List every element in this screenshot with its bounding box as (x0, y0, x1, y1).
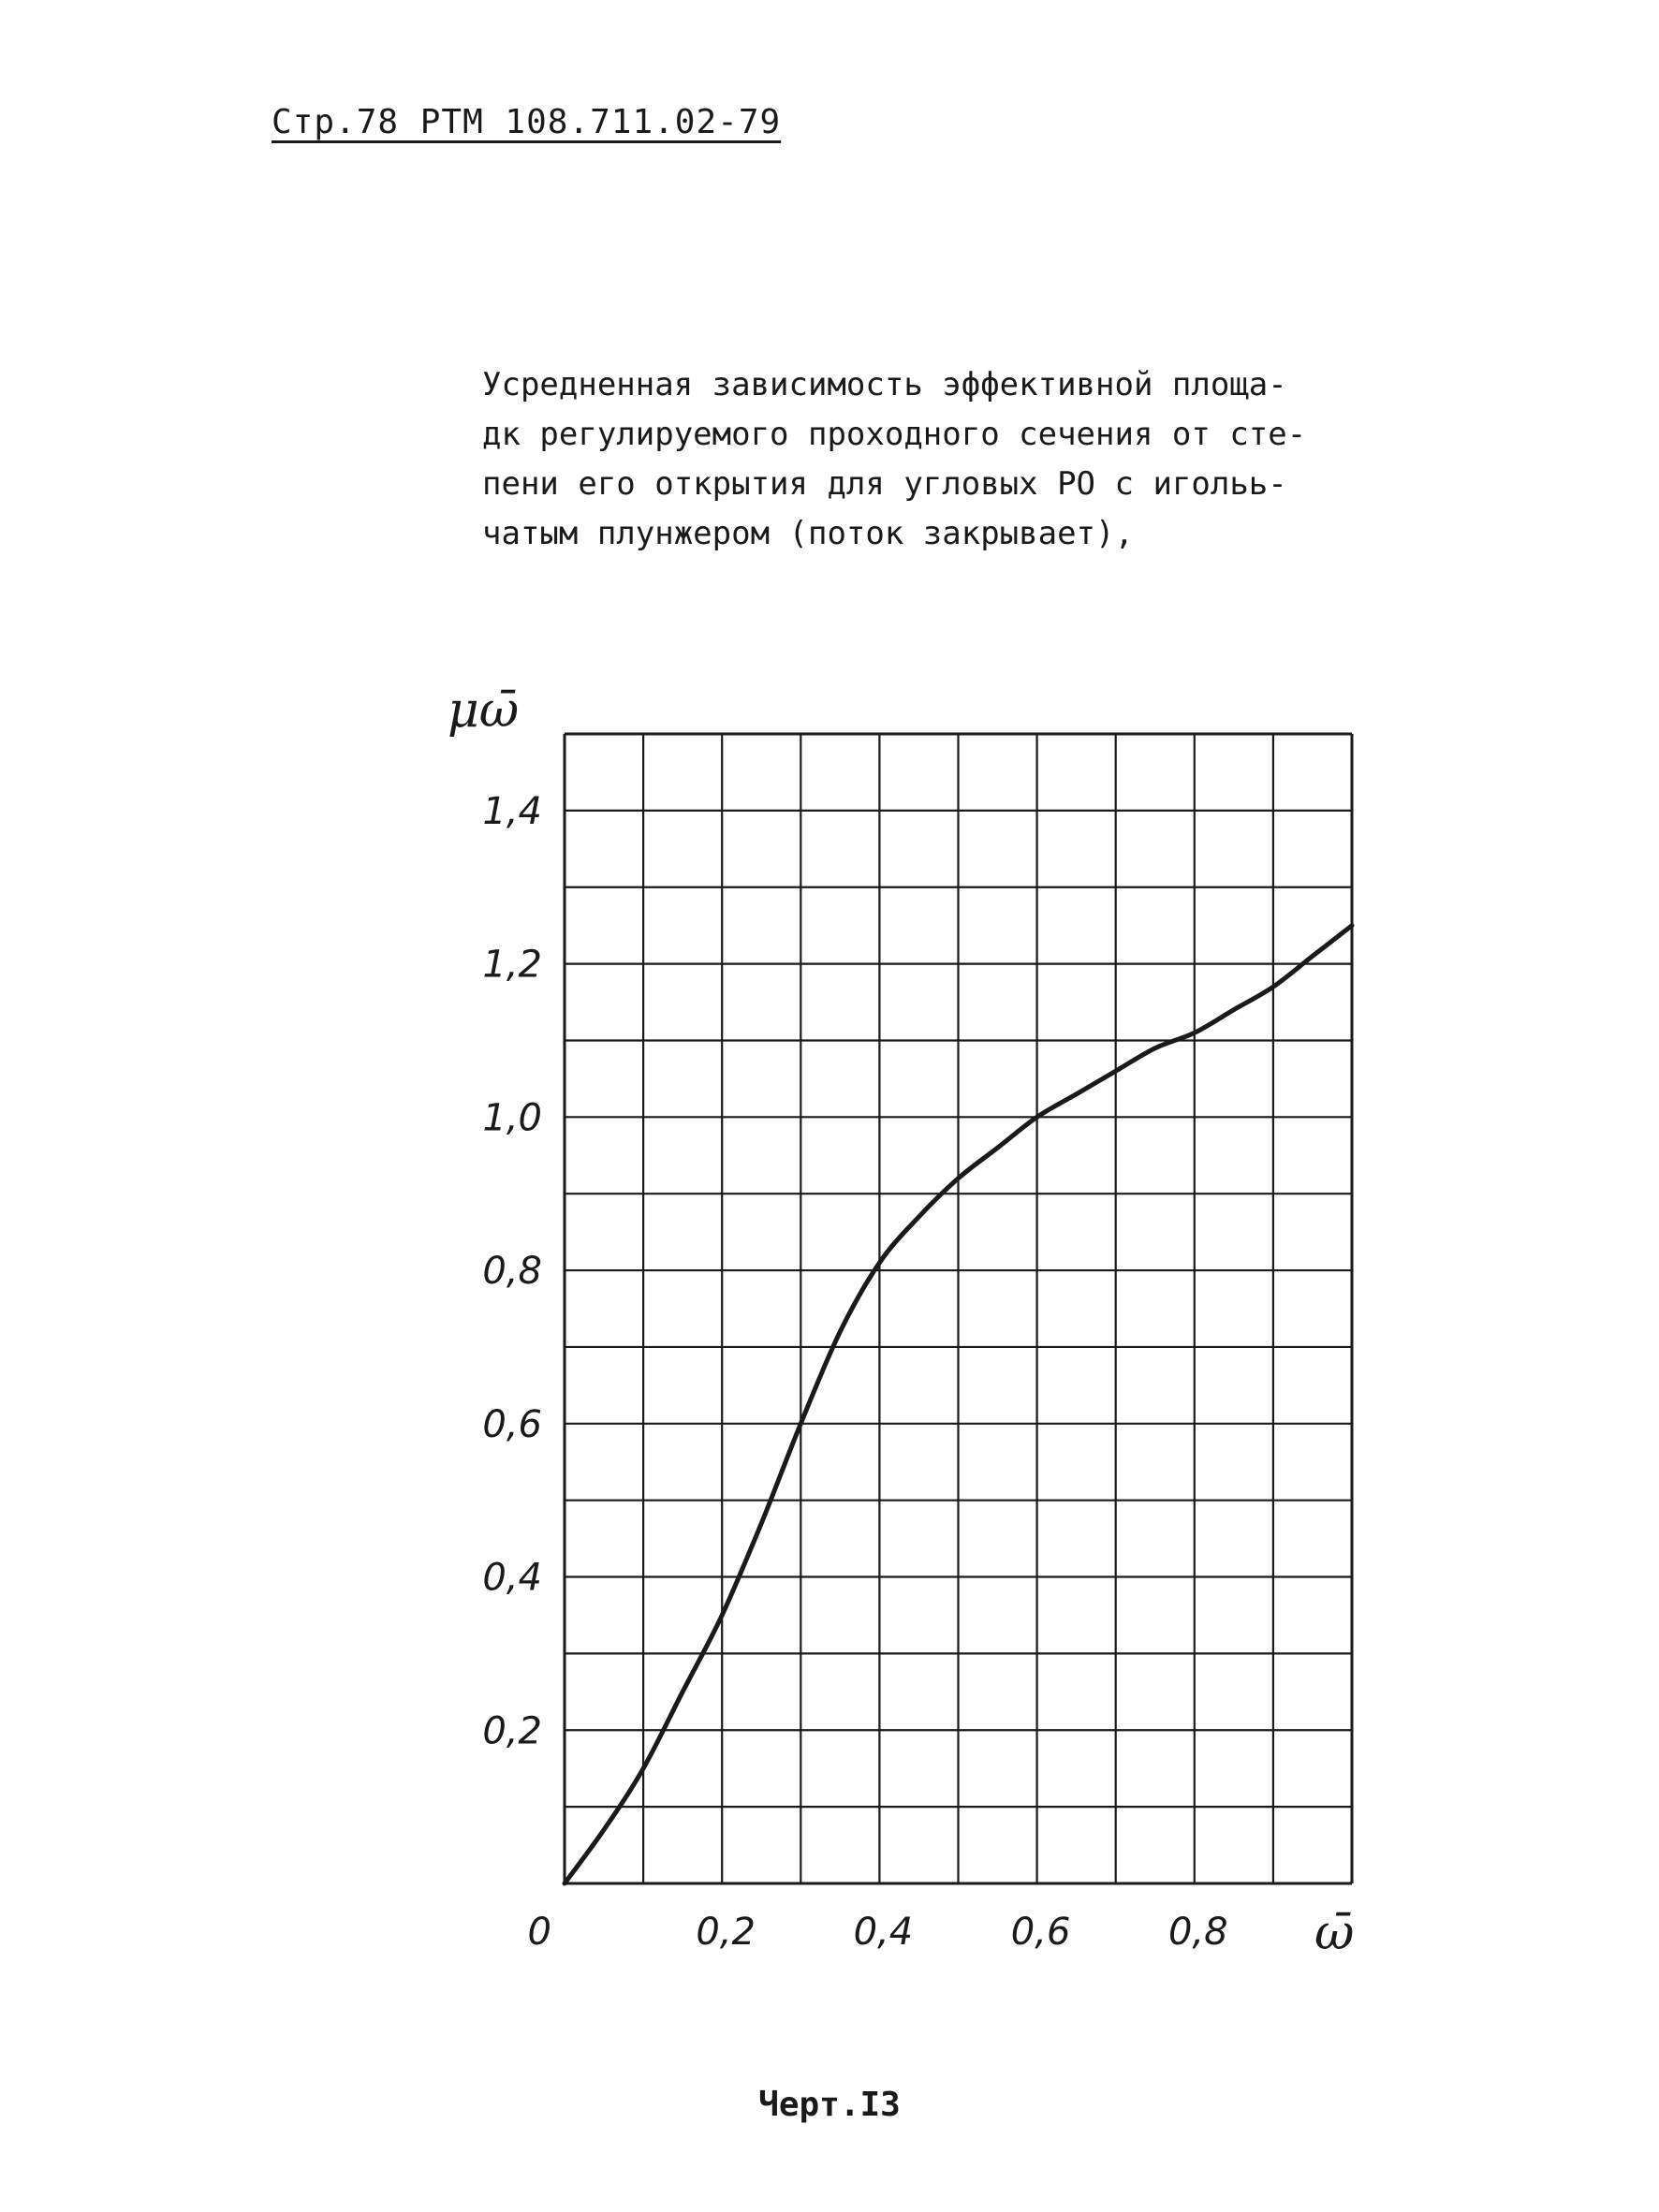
chart-grid (565, 734, 1352, 1883)
x-axis-label: ω̄ (1314, 1905, 1355, 1961)
x-tick-label: 0,2 (696, 1911, 756, 1954)
y-tick-label: 0,4 (482, 1556, 542, 1600)
caption-line: чатым плунжером (поток закрывает), (482, 515, 1134, 552)
figure-label: Черт.I3 (758, 2086, 901, 2124)
caption-line: дк регулируемого проходного сечения от сте- (482, 416, 1307, 453)
x-tick-label: 0,4 (853, 1911, 914, 1954)
x-tick-label: 0,6 (1010, 1911, 1071, 1954)
page-header: Стр.78 РТМ 108.711.02-79 (272, 103, 782, 141)
y-tick-label: 0,2 (482, 1709, 542, 1753)
x-tick-label: 0,8 (1167, 1911, 1228, 1954)
caption-line: пени его открытия для угловых РО с игольь- (482, 465, 1287, 503)
y-tick-label: 1,2 (482, 943, 542, 987)
y-tick-label: 0,8 (482, 1250, 542, 1294)
y-tick-label: 1,4 (482, 789, 542, 833)
y-tick-label: 1,0 (482, 1096, 542, 1140)
x-tick-label: 0 (527, 1911, 551, 1954)
y-tick-label: 0,6 (482, 1402, 542, 1446)
y-axis-label: μω̄ (448, 682, 520, 739)
caption-line: Усредненная зависимость эффективной площа- (482, 366, 1287, 403)
